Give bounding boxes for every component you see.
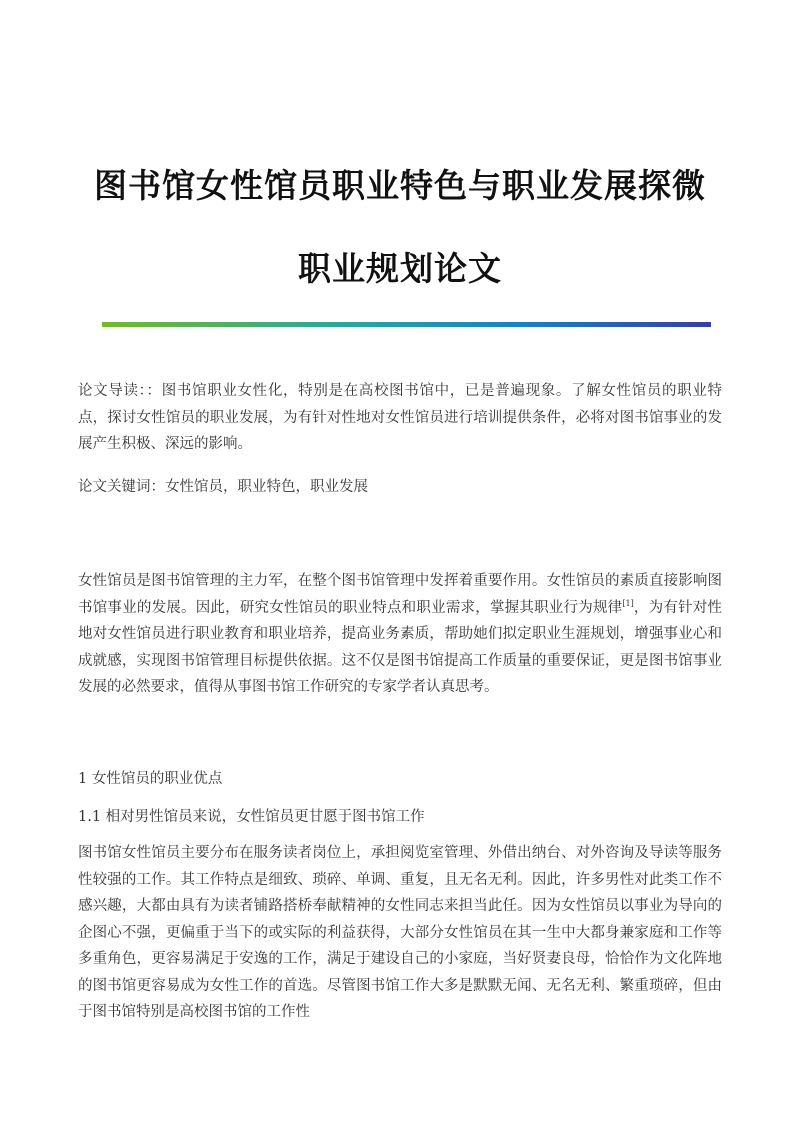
keywords-line: 论文关键词：女性馆员，职业特色，职业发展: [78, 479, 368, 495]
page-title-line-1: 图书馆女性馆员职业特色与职业发展探微: [94, 166, 706, 205]
intro-text-part-1: 女性馆员是图书馆管理的主力军，在整个图书馆管理中发挥着重要作用。女性馆员的素质直接影响图书馆事业的发展。因此，研究女性馆员的职业特点和职业需求，掌握其职业行为规律: [78, 573, 722, 616]
citation-ref: [1]: [622, 598, 634, 608]
intro-text-part-2: ，为有针对性地对女性馆员进行职业教育和职业培养，提高业务素质，帮助她们拟定职业生涯规划，增强事业心和成就感，实现图书馆管理目标提供依据。这不仅是图书馆提高工作质量的重要保证，更是图书馆事业发展的必然要求，值得从事图书馆工作研究的专家学者认真思考。: [78, 599, 722, 695]
title-divider: [102, 322, 711, 327]
abstract-paragraph: 论文导读：：图书馆职业女性化，特别是在高校图书馆中，已是普遍现象。了解女性馆员的职业特点，探讨女性馆员的职业发展，为有针对性地对女性馆员进行培训提供条件，必将对图书馆事业的发展产生积极、深远的影响。: [78, 383, 722, 452]
section-heading-1: 1 女性馆员的职业优点: [78, 771, 223, 787]
body-paragraph: 图书馆女性馆员主要分布在服务读者岗位上，承担阅览室管理、外借出纳台、对外咨询及导读等服务性较强的工作。其工作特点是细致、琐碎、单调、重复，且无名无利。因此，许多男性对此类工作不感兴趣，大都由具有为读者铺路搭桥奉献精神的女性同志来担当此任。因为女性馆员以事业为导向的企图心不强，更偏重于当下的或实际的利益获得，大部分女性馆员在其一生中大都身兼家庭和工作等多重角色，更容易满足于安逸的工作，满足于建设自己的小家庭，当好贤妻良母，恰恰作为文化阵地的图书馆更容易成为女性工作的首选。尽管图书馆工作大多是默默无闻、无名无利、繁重琐碎，但由于图书馆特别是高校图书馆的工作性: [78, 845, 722, 1020]
intro-paragraph: [78, 568, 722, 701]
page-title-line-2: 职业规划论文: [298, 249, 502, 288]
section-heading-1-1: 1.1 相对男性馆员来说，女性馆员更甘愿于图书馆工作: [78, 809, 425, 825]
